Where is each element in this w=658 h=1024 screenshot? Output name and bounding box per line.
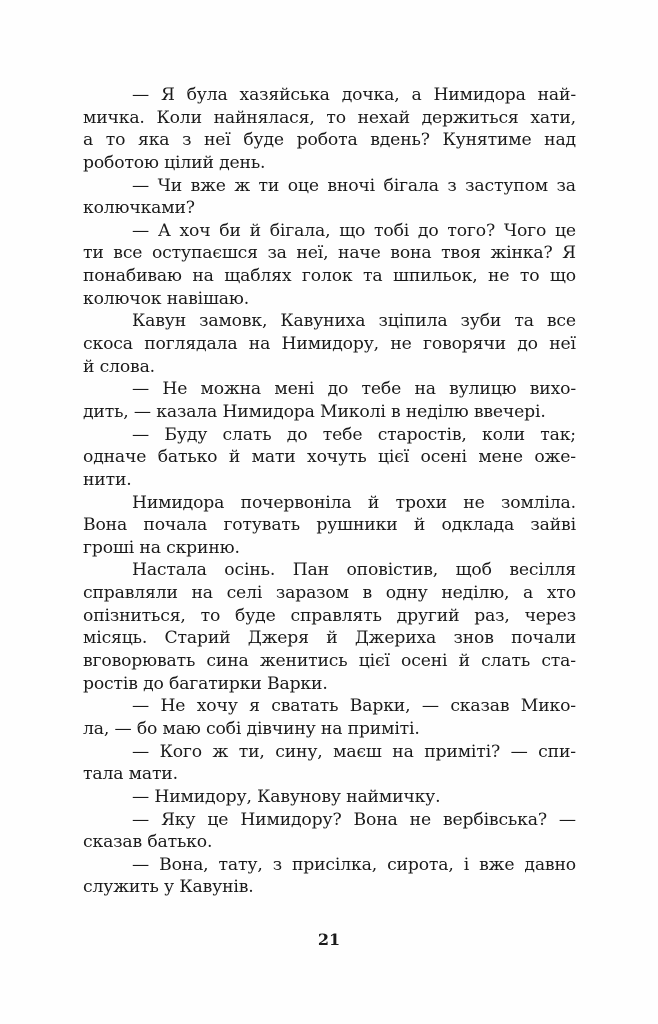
word: присілка, [291,854,378,875]
word: — [132,85,150,105]
word: держиться [421,107,519,128]
word: місяць. [83,628,148,649]
text-line [83,242,576,265]
word: того? [447,220,496,241]
word: буде [243,130,284,151]
word: Вона, [159,854,209,875]
word: поглядала [144,334,238,355]
word: тебе [361,379,402,400]
word: все [113,243,143,264]
word: Варки, [349,696,411,717]
word: з [182,130,192,151]
word: це [555,220,576,241]
word: й [367,492,380,513]
word: — [132,741,150,762]
word: бігала, [269,220,331,241]
word: ж [234,175,250,196]
word: батько [157,447,218,468]
word: шпильок, [393,266,478,287]
text-line [83,424,576,447]
word: Нимидора [132,492,225,513]
word: дочка, [341,85,400,105]
word: голок [301,266,353,287]
text-line: ростів до багатирки Варки. [83,673,328,694]
word: за [267,243,287,264]
text-line [83,220,576,243]
word: й [458,651,470,672]
text-line: сказав батько. [83,832,213,853]
word: Коли [156,107,202,128]
word: — [421,696,439,717]
word: сказав [450,696,510,717]
word: Буду [164,424,208,445]
text-line [83,695,576,718]
word: ти [83,243,104,264]
word: Кунятиме [442,130,532,151]
word: з [272,854,282,875]
word: Нимидора [433,85,526,105]
text-line [83,175,576,198]
word: раз, [474,605,510,626]
word: буде [235,605,276,626]
word: а [411,85,422,105]
word: Чого [503,220,547,241]
word: зціпила [378,311,448,332]
word: — [132,809,150,830]
word: через [524,605,576,626]
word: оповістив, [346,560,439,581]
word: сину, [275,741,323,762]
word: на [392,741,414,762]
text-line [83,446,576,469]
word: трохи [395,492,447,513]
text-line: дить, — казала Нимидора Миколі в неділю ввечері. [83,401,546,422]
word: і [463,854,470,875]
word: — [558,809,576,830]
word: не [409,809,431,830]
word: Нимидору, [281,334,379,355]
word: не [463,492,485,513]
word: неї [203,130,231,151]
word: говорячи [423,334,506,355]
text-line [83,650,576,673]
word: сватать [271,696,339,717]
word: вулицю [449,379,517,400]
word: Чи [157,175,183,196]
word: зомліла. [501,492,576,513]
word: почали [511,628,576,649]
text-line [83,265,576,288]
word: оце [287,175,319,196]
word: вона [390,243,432,264]
word: за [556,175,576,196]
word: одклада [441,515,515,536]
word: в [362,583,373,604]
word: маєш [333,741,382,762]
word: цієї [377,447,410,468]
word: Настала [132,560,207,581]
word: що [549,266,576,287]
word: й [249,220,261,241]
word: приміті? [424,741,501,762]
word: неї [549,334,576,355]
word: робота [296,130,358,151]
word: наче [338,243,381,264]
word: хочу [196,696,238,717]
word: то [105,130,126,151]
word: що [339,220,366,241]
text-line: роботою цілий день. [83,152,266,173]
word: тату, [218,854,263,875]
text-line [83,741,576,764]
text-line: колючками? [83,198,195,219]
word: женитись [259,651,348,672]
text-line [83,310,576,333]
word: на [248,334,271,355]
word: най- [537,85,576,105]
word: та [514,311,534,332]
word: цієї [358,651,390,672]
word: то [519,266,540,287]
word: на [414,379,436,400]
word: неділю, [441,583,510,604]
word: на [191,583,213,604]
word: над [544,130,576,151]
word: рушники [316,515,398,536]
word: неї, [296,243,329,264]
word: хто [546,583,576,604]
word: готувать [223,515,301,536]
word: одну [385,583,428,604]
word: — [132,379,150,400]
word: коли [482,424,525,445]
text-line: — Нимидору, Кавунову наймичку. [132,786,441,807]
word: — [132,854,150,875]
text-line: гроші на скриню. [83,537,240,558]
word: справляли [83,583,178,604]
word: осені [420,447,467,468]
word: Я [562,243,576,264]
word: замовк, [199,311,268,332]
word: хазяйська [239,85,330,105]
word: знов [453,628,494,649]
word: оступаєшся [151,243,258,264]
word: хоч [179,220,211,241]
text-line [83,107,576,130]
word: другий [396,605,460,626]
text-line [83,514,576,537]
word: щоб [455,560,492,581]
word: то [200,605,221,626]
word: весілля [509,560,576,581]
word: тебе [322,424,363,445]
word: вдень? [370,130,430,151]
word: хати, [530,107,576,128]
word: вихо- [529,379,576,400]
word: осінь. [224,560,276,581]
word: Кого [159,741,202,762]
word: мене [478,447,523,468]
word: — [132,175,150,196]
word: на [192,266,214,287]
word: й [413,515,426,536]
text-line [83,84,576,107]
word: сирота, [387,854,454,875]
word: вербівська? [442,809,547,830]
text-line [83,378,576,401]
text-line [83,627,576,650]
word: нехай [357,107,410,128]
text-line: служить у Кавунів. [83,877,254,898]
text-line: тала мати. [83,764,178,785]
word: заразом [275,583,349,604]
word: не [390,334,412,355]
word: Не [160,696,186,717]
text-line [83,129,576,152]
word: Джеря [247,628,309,649]
word: слать [222,424,272,445]
word: не [488,266,510,287]
word: з [447,175,457,196]
word: до [327,379,349,400]
word: жінка? [490,243,553,264]
body-text [83,84,576,899]
word: ж [212,741,229,762]
word: зайві [530,515,576,536]
word: мичка. [83,107,145,128]
word: одначе [83,447,147,468]
word: можна [200,379,262,400]
word: мати [251,447,296,468]
word: ти, [238,741,265,762]
word: все [546,311,576,332]
text-line [83,854,576,877]
word: давно [524,854,576,875]
word: була [186,85,228,105]
word: — [132,696,150,717]
word: А [157,220,171,241]
word: я [249,696,260,717]
word: Вона [353,809,398,830]
word: до [286,424,308,445]
word: вговорювать [83,651,196,672]
word: ти [258,175,280,196]
word: до [417,220,439,241]
word: найнялася, [213,107,315,128]
word: справлять [290,605,382,626]
word: так; [540,424,576,445]
word: мені [274,379,315,400]
word: Не [162,379,188,400]
word: а [83,130,94,151]
word: слать [481,651,531,672]
word: Мико- [520,696,576,717]
word: Джериха [354,628,437,649]
word: а [523,583,534,604]
text-line: нити. [83,469,132,490]
word: твоя [441,243,481,264]
word: осені [401,651,448,672]
word: хочуть [307,447,367,468]
word: зуби [460,311,502,332]
word: тобі [374,220,410,241]
word: це [207,809,229,830]
word: сина [206,651,249,672]
word: Нимидору? [240,809,342,830]
word: Старий [164,628,231,649]
word: вночі [327,175,375,196]
text-line [83,605,576,628]
page-number: 21 [317,930,341,949]
word: вже [479,854,515,875]
word: заступом [465,175,549,196]
word: — [132,220,150,241]
word: — [132,424,150,445]
word: ста- [541,651,576,672]
word: понабиваю [83,266,182,287]
word: й [326,628,338,649]
word: й [228,447,241,468]
word: би [219,220,241,241]
word: щаблях [224,266,292,287]
word: до [517,334,538,355]
word: старостів, [377,424,467,445]
word: спи- [538,741,576,762]
word: скоса [83,334,133,355]
word: селі [226,583,263,604]
word: Кавун [132,311,187,332]
word: та [363,266,383,287]
text-line: колючок навішаю. [83,288,250,309]
word: — [510,741,528,762]
text-line [83,809,576,832]
text-line [83,559,576,582]
word: Я [160,85,175,105]
word: Кавуниха [280,311,366,332]
text-line [83,333,576,356]
word: то [326,107,346,128]
word: опізниться, [83,605,186,626]
word: почервоніла [240,492,352,513]
word: бігала [383,175,439,196]
word: Вона [83,515,128,536]
word: почала [143,515,208,536]
word: вже [190,175,226,196]
word: оже- [534,447,576,468]
word: Пан [292,560,329,581]
word: яка [138,130,170,151]
word: Яку [161,809,196,830]
text-line: й слова. [83,356,155,377]
text-line [83,582,576,605]
text-line: ла, — бо маю собі дівчину на приміті. [83,718,420,739]
text-line [83,492,576,515]
